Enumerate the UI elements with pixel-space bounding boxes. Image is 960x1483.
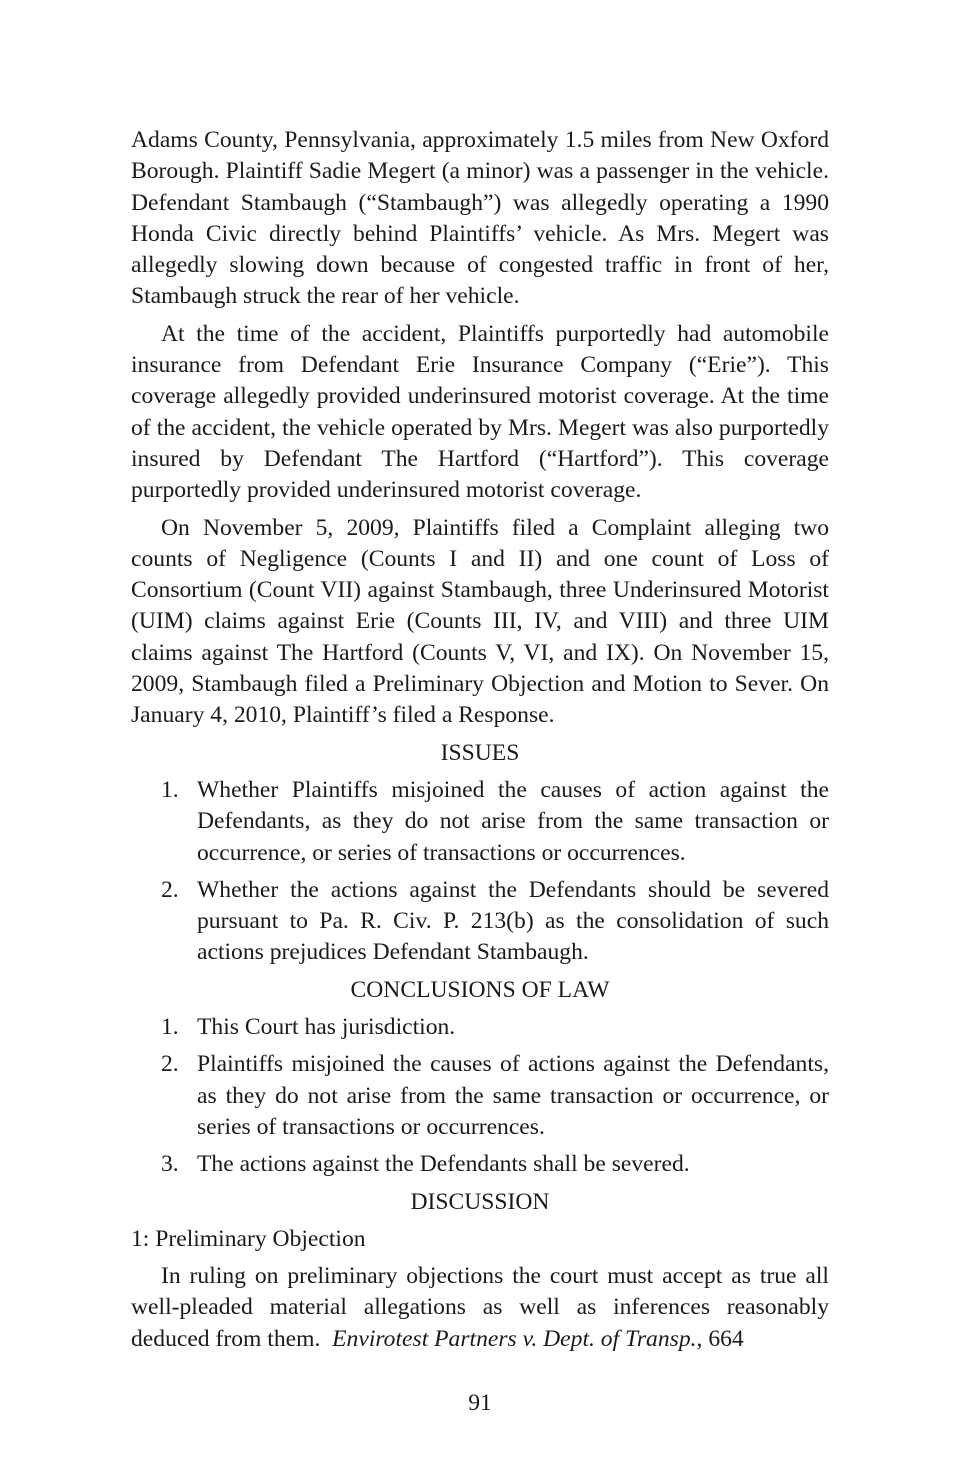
conclusion-text: This Court has jurisdiction. (197, 1014, 456, 1041)
issues-heading: ISSUES (440, 739, 520, 766)
page-number: 91 (468, 1390, 492, 1416)
conclusion-text: The actions against the Defendants shall be severed. (197, 1151, 690, 1178)
citation-volume: , 664 (696, 1325, 744, 1352)
conclusion-number: 2. (161, 1051, 179, 1078)
issue-text: Whether the actions against the Defendants should be severed pursuant to Pa. R. Civ. P. 213(b) as the consolidation of such actions prejudices Defendant Stambaugh. (197, 876, 829, 966)
issue-text: Whether Plaintiffs misjoined the causes of action against the Defendants, as they do not arise from the same transaction or occurrence, or series of transactions or occurrences. (197, 776, 829, 866)
conclusion-item (131, 1012, 829, 1043)
paragraph-discussion (131, 1261, 829, 1355)
case-citation: Envirotest Partners v. Dept. of Transp. (332, 1325, 697, 1352)
issue-number: 2. (161, 876, 179, 903)
issues-list (131, 775, 829, 969)
conclusion-number: 1. (161, 1014, 179, 1041)
issue-item (131, 775, 829, 869)
conclusion-number: 3. (161, 1151, 179, 1178)
conclusion-item (131, 1049, 829, 1143)
discussion-text: In ruling on preliminary objections the court must accept as true all well-pleaded material allegations as well as inferences reasonably deduced from them. (131, 1263, 829, 1352)
conclusions-heading: CONCLUSIONS OF LAW (350, 976, 610, 1003)
paragraph-facts: Adams County, Pennsylvania, approximately 1.5 miles from New Oxford Borough. Plaintiff Sadie Megert (a minor) was a passenger in the vehicle. Defendant Stambaugh (“Stambaugh”) was allegedly operating a 1990 Honda Civic directly behind Plaintiffs’ vehicle. As Mrs. Megert was allegedly slowing down because of congested traffic in front of her, Stambaugh struck the rear of her vehicle. (131, 127, 829, 310)
conclusion-item (131, 1149, 829, 1180)
paragraph-insurance: At the time of the accident, Plaintiffs purportedly had automobile insurance from Defendant Erie Insurance Company (“Erie”). This coverage allegedly provided underinsured motorist coverage. At the time of the accident, the vehicle operated by Mrs. Megert was also purportedly insured by Defendant The Hartford (“Hartford”). This coverage purportedly provided underinsured motorist coverage. (131, 320, 829, 504)
paragraph-procedural-history: On November 5, 2009, Plaintiffs filed a Complaint alleging two counts of Negligence (Counts I and II) and one count of Loss of Consortium (Count VII) against Stambaugh, three Underinsured Motorist (UIM) claims against Erie (Counts III, IV, and VIII) and three UIM claims against The Hartford (Counts V, VI, and IX). On November 15, 2009, Stambaugh filed a Preliminary Objection and Motion to Sever. On January 4, 2010, Plaintiff’s filed a Response. (131, 514, 829, 729)
issue-number: 1. (161, 776, 179, 803)
conclusion-text: Plaintiffs misjoined the causes of actions against the Defendants, as they do not arise from the same transaction or occurrence, or series of transactions or occurrences. (197, 1051, 829, 1140)
discussion-heading: DISCUSSION (410, 1188, 550, 1215)
conclusions-list (131, 1012, 829, 1180)
discussion-subheading: 1: Preliminary Objection (131, 1225, 366, 1252)
issue-item (131, 875, 829, 969)
document-page (131, 125, 829, 1361)
